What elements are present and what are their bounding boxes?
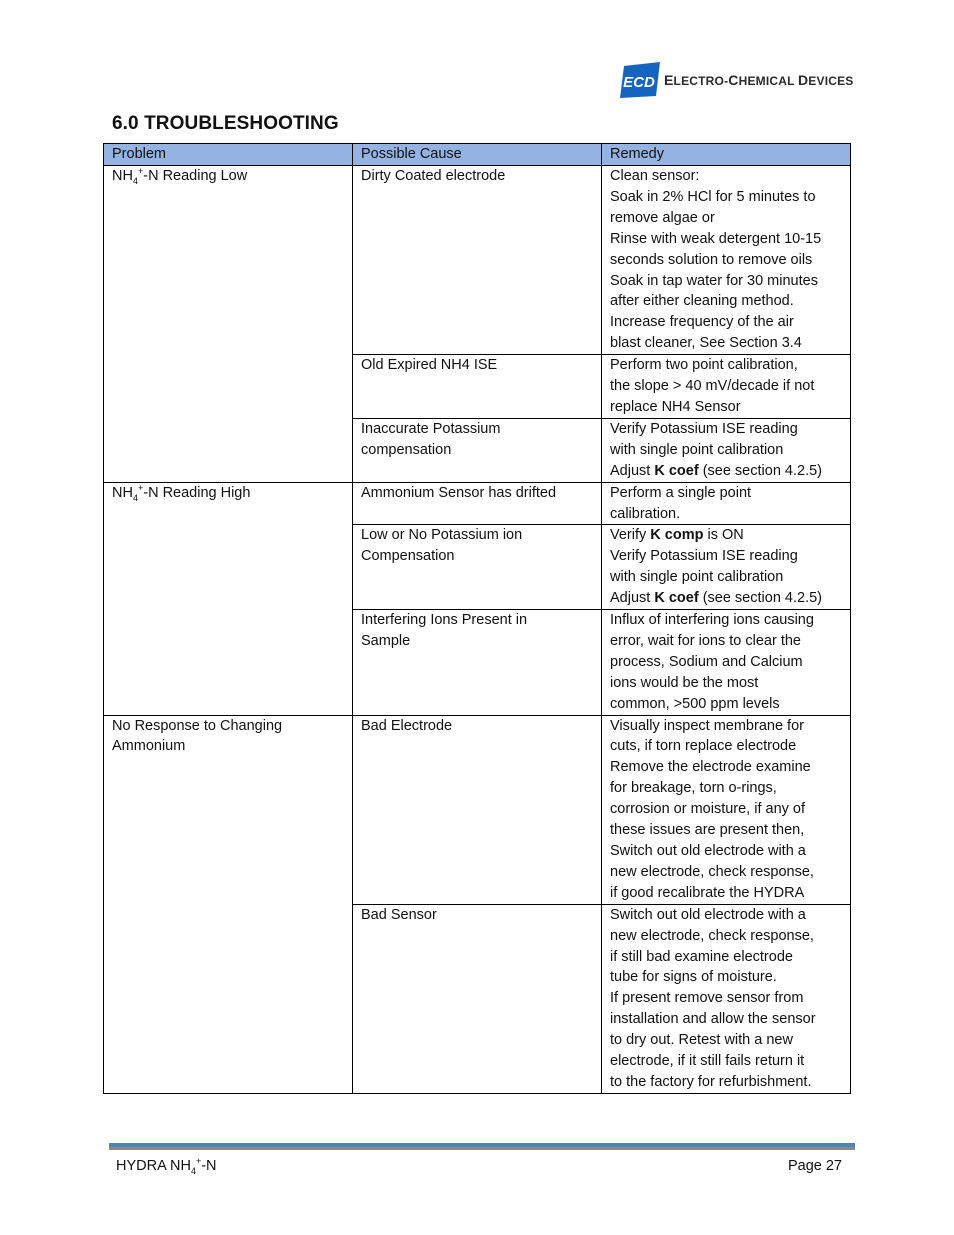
logo-text-part: E xyxy=(664,72,674,88)
remedy-line: installation and allow the sensor xyxy=(610,1011,816,1028)
svg-text:ECD: ECD xyxy=(623,74,655,91)
logo-text-part: D xyxy=(797,72,809,88)
cause-line: Dirty Coated electrode xyxy=(361,168,506,184)
remedy-text: Adjust xyxy=(610,590,655,607)
remedy-line: Visually inspect membrane for xyxy=(610,717,804,734)
remedy-line: with single point calibration xyxy=(610,569,784,586)
remedy-line: with single point calibration xyxy=(610,441,784,458)
problem-cell xyxy=(104,715,353,1093)
logo-text-part: EVICES xyxy=(808,74,854,88)
logo-text-part: LECTRO- xyxy=(673,74,729,88)
remedy-parameter: K coef xyxy=(654,462,699,479)
remedy-cell xyxy=(602,418,851,482)
remedy-line: electrode, if it still fails return it xyxy=(610,1053,805,1070)
remedy-line: to the factory for refurbishment. xyxy=(610,1073,812,1090)
remedy-line: common, >500 ppm levels xyxy=(610,695,780,712)
remedy-line: Perform a single point xyxy=(610,484,752,501)
remedy-line: Verify Potassium ISE reading xyxy=(610,420,798,437)
footer-product-name xyxy=(116,1158,217,1174)
formula-subscript: 4 xyxy=(132,175,138,186)
remedy-line: If present remove sensor from xyxy=(610,990,804,1007)
remedy-line: if good recalibrate the HYDRA xyxy=(610,884,805,901)
remedy-line: remove algae or xyxy=(610,209,715,226)
cause-line: Compensation xyxy=(361,548,455,565)
cause-line: Ammonium Sensor has drifted xyxy=(361,484,557,501)
problem-line: No Response to Changing xyxy=(112,717,283,734)
remedy-line: Soak in 2% HCl for 5 minutes to xyxy=(610,188,816,205)
remedy-line: for breakage, torn o-rings, xyxy=(610,780,777,797)
remedy-cell xyxy=(602,525,851,610)
remedy-line: calibration. xyxy=(610,505,681,522)
remedy-cell xyxy=(602,715,851,904)
formula-subscript: 4 xyxy=(190,1165,196,1176)
formula-base: NH xyxy=(112,168,133,184)
remedy-line: if still bad examine electrode xyxy=(610,948,793,965)
cause-cell xyxy=(353,715,602,904)
remedy-line: Clean sensor: xyxy=(610,168,700,184)
footer-page-number: Page 27 xyxy=(787,1158,842,1174)
remedy-line: these issues are present then, xyxy=(610,822,805,839)
remedy-line xyxy=(610,461,847,482)
remedy-parameter: K comp xyxy=(650,527,704,544)
remedy-line: blast cleaner, See Section 3.4 xyxy=(610,335,802,352)
logo-text-part: HEMICAL xyxy=(738,74,798,88)
problem-line: Ammonium xyxy=(112,738,186,755)
cause-line: Low or No Potassium ion xyxy=(361,527,523,544)
remedy-text: Adjust xyxy=(610,462,655,479)
remedy-line xyxy=(610,525,847,546)
problem-cell xyxy=(104,166,353,483)
remedy-line: ions would be the most xyxy=(610,674,759,691)
formula-rest: -N xyxy=(201,1158,217,1174)
remedy-line: corrosion or moisture, if any of xyxy=(610,801,806,818)
remedy-text: (see section 4.2.5) xyxy=(698,462,822,479)
formula-superscript: + xyxy=(137,482,144,493)
remedy-line: after either cleaning method. xyxy=(610,293,794,310)
formula-superscript: + xyxy=(195,1156,202,1167)
cause-cell xyxy=(353,904,602,1093)
remedy-cell xyxy=(602,610,851,716)
troubleshooting-table xyxy=(103,143,851,1094)
remedy-line: error, wait for ions to clear the xyxy=(610,632,801,649)
remedy-cell xyxy=(602,482,851,525)
formula-rest: -N Reading Low xyxy=(143,168,248,184)
remedy-line: cuts, if torn replace electrode xyxy=(610,738,797,755)
cause-line: Sample xyxy=(361,632,411,649)
formula-rest: -N Reading High xyxy=(143,484,251,501)
remedy-parameter: K coef xyxy=(654,590,699,607)
cause-line: Inaccurate Potassium xyxy=(361,420,501,437)
table-body xyxy=(104,166,851,1094)
remedy-line: new electrode, check response, xyxy=(610,863,814,880)
remedy-line: tube for signs of moisture. xyxy=(610,969,777,986)
formula-base: HYDRA NH xyxy=(116,1158,191,1174)
cause-line: Interfering Ions Present in xyxy=(361,612,528,629)
cause-cell xyxy=(353,418,602,482)
remedy-line: replace NH4 Sensor xyxy=(610,398,741,415)
section-title: 6.0 TROUBLESHOOTING xyxy=(112,113,339,134)
remedy-line: new electrode, check response, xyxy=(610,927,814,944)
cause-cell xyxy=(353,610,602,716)
table-row xyxy=(104,482,851,525)
cause-cell xyxy=(353,482,602,525)
remedy-cell xyxy=(602,166,851,355)
formula-superscript: + xyxy=(137,166,144,177)
remedy-text: is ON xyxy=(703,527,744,544)
remedy-text: Verify xyxy=(610,527,651,544)
cause-line: Bad Sensor xyxy=(361,906,437,923)
cause-line: Bad Electrode xyxy=(361,717,453,734)
problem-cell xyxy=(104,482,353,715)
cause-cell xyxy=(353,355,602,419)
remedy-line: Switch out old electrode with a xyxy=(610,906,806,923)
table-row xyxy=(104,715,851,904)
remedy-line: Rinse with weak detergent 10-15 xyxy=(610,230,822,247)
cause-line: compensation xyxy=(361,441,452,458)
remedy-line: to dry out. Retest with a new xyxy=(610,1032,793,1049)
company-logo xyxy=(618,60,854,100)
header-problem: Problem xyxy=(104,144,353,166)
remedy-cell xyxy=(602,904,851,1093)
company-name xyxy=(664,72,854,88)
formula-base: NH xyxy=(112,484,133,501)
remedy-line: Perform two point calibration, xyxy=(610,357,798,374)
logo-text-part: C xyxy=(728,72,739,88)
cause-cell xyxy=(353,166,602,355)
remedy-line: the slope > 40 mV/decade if not xyxy=(610,378,815,395)
remedy-line xyxy=(610,588,847,609)
remedy-line: Switch out old electrode with a xyxy=(610,843,806,859)
remedy-line: Remove the electrode examine xyxy=(610,759,811,776)
cause-line: Old Expired NH4 ISE xyxy=(361,357,498,374)
header-possible-cause: Possible Cause xyxy=(353,144,602,166)
remedy-line: Soak in tap water for 30 minutes xyxy=(610,272,818,289)
footer-rule-shadow xyxy=(109,1147,855,1150)
remedy-line: Increase frequency of the air xyxy=(610,314,794,331)
header-remedy: Remedy xyxy=(602,144,851,166)
remedy-line: Influx of interfering ions causing xyxy=(610,612,814,629)
formula-subscript: 4 xyxy=(132,492,138,503)
table-header-row xyxy=(104,144,851,166)
remedy-line: seconds solution to remove oils xyxy=(610,251,813,268)
remedy-line: Verify Potassium ISE reading xyxy=(610,548,798,565)
remedy-cell xyxy=(602,355,851,419)
table-row xyxy=(104,166,851,355)
cause-cell xyxy=(353,525,602,610)
remedy-line: process, Sodium and Calcium xyxy=(610,653,803,670)
remedy-text: (see section 4.2.5) xyxy=(698,590,822,607)
ecd-logo-icon xyxy=(618,62,660,98)
